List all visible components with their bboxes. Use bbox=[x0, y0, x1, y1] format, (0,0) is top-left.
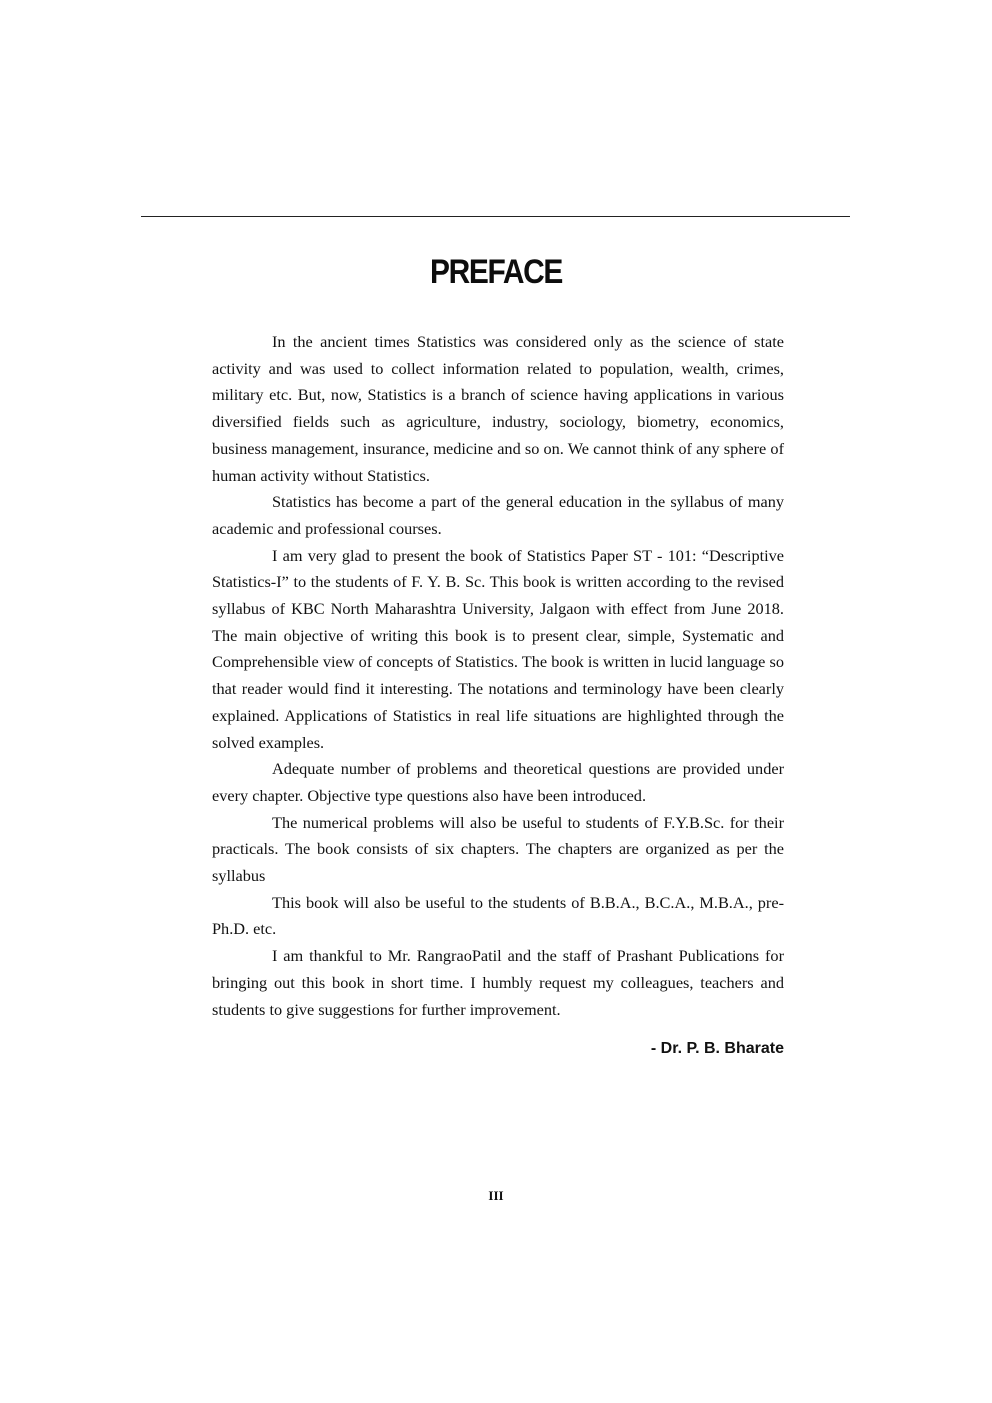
author-signature: - Dr. P. B. Bharate bbox=[650, 1040, 784, 1057]
page-title: PREFACE bbox=[429, 253, 563, 291]
paragraph-2: Statistics has become a part of the general education in the syllabus of many academic and professional courses. bbox=[212, 492, 784, 538]
paragraph-6: This book will also be useful to the students of B.B.A., B.C.A., M.B.A., pre-Ph.D. etc. bbox=[212, 892, 784, 939]
paragraph-1: In the ancient times Statistics was considered only as the science of state activity and was used to collect information related to population, wealth, crimes, military etc. But, now, Statistics is a branch of science having applications in various diversified fields such as agriculture, industry, sociology, biometry, economics, business management, insurance, medicine and so on. We cannot think of any sphere of human activity without Statistics. bbox=[212, 332, 784, 485]
page-number: III bbox=[488, 1188, 504, 1203]
paragraph-3: I am very glad to present the book of Statistics Paper ST - 101: “Descriptive Statistics-I” to the students of F. Y. B. Sc. This book is written according to the revised syllabus of KBC North Maharashtra University, Jalgaon with effect from June 2018. The main objective of writing this book is to present clear, simple, Systematic and Comprehensible view of concepts of Statistics. The book is written in lucid language so that reader would find it interesting. The notations and terminology have been clearly explained. Applications of Statistics in real life situations are highlighted through the solved examples. bbox=[212, 545, 784, 752]
preface-body bbox=[212, 329, 784, 1023]
paragraph-5: The numerical problems will also be useful to students of F.Y.B.Sc. for their practicals. The book consists of six chapters. The chapters are organized as per the syllabus bbox=[212, 812, 784, 886]
paragraph-7: I am thankful to Mr. RangraoPatil and the staff of Prashant Publications for bringing out this book in short time. I humbly request my colleagues, teachers and students to give suggestions for further improvement. bbox=[212, 946, 784, 1019]
paragraph-4: Adequate number of problems and theoretical questions are provided under every chapter. Objective type questions also have been introduced. bbox=[212, 759, 784, 805]
top-rule bbox=[141, 216, 850, 217]
